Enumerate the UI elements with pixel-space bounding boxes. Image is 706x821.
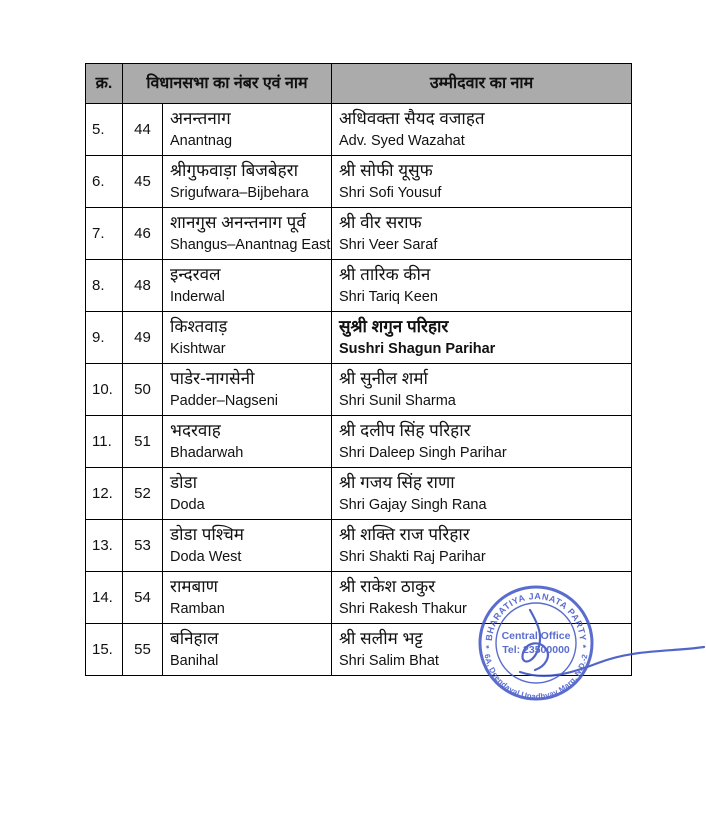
candidate-name-english: Shri Daleep Singh Parihar bbox=[339, 445, 507, 461]
table-row bbox=[86, 260, 632, 312]
constituency-name-hindi: पाडेर-नागसेनी bbox=[170, 369, 255, 388]
serial-no: 5. bbox=[86, 104, 123, 156]
table-header-row bbox=[86, 64, 632, 104]
constituency-name bbox=[163, 364, 332, 416]
constituency-name bbox=[163, 520, 332, 572]
table-row bbox=[86, 208, 632, 260]
constituency-name-hindi: इन्दरवल bbox=[170, 265, 221, 284]
candidate-name bbox=[332, 416, 632, 468]
constituency-name bbox=[163, 260, 332, 312]
candidate-name bbox=[332, 104, 632, 156]
constituency-name bbox=[163, 572, 332, 624]
table-row bbox=[86, 468, 632, 520]
constituency-number: 52 bbox=[123, 468, 163, 520]
constituency-number: 54 bbox=[123, 572, 163, 624]
constituency-name bbox=[163, 468, 332, 520]
serial-no: 8. bbox=[86, 260, 123, 312]
candidate-name-hindi: श्री गजय सिंह राणा bbox=[339, 473, 455, 492]
constituency-name-hindi: डोडा bbox=[170, 473, 197, 492]
candidate-name bbox=[332, 312, 632, 364]
serial-no: 7. bbox=[86, 208, 123, 260]
constituency-name-hindi: अनन्तनाग bbox=[170, 109, 231, 128]
candidate-name-hindi: श्री सलीम भट्ट bbox=[339, 629, 423, 648]
constituency-name-english: Bhadarwah bbox=[170, 445, 244, 461]
serial-no: 14. bbox=[86, 572, 123, 624]
constituency-name bbox=[163, 416, 332, 468]
serial-no: 9. bbox=[86, 312, 123, 364]
constituency-name-hindi: किश्तवाड़ bbox=[170, 317, 228, 336]
constituency-name-english: Kishtwar bbox=[170, 341, 226, 357]
stamp-arc-text-bottom: 6A, Deendayal Upadhyay Marg, N.D.-2 bbox=[482, 653, 590, 702]
constituency-name-english: Ramban bbox=[170, 601, 225, 617]
constituency-name bbox=[163, 624, 332, 676]
constituency-name-english: Anantnag bbox=[170, 133, 233, 149]
candidate-name-english: Shri Sofi Yousuf bbox=[339, 185, 442, 201]
table-row bbox=[86, 104, 632, 156]
serial-no: 11. bbox=[86, 416, 123, 468]
constituency-number: 53 bbox=[123, 520, 163, 572]
constituency-name-english: Doda bbox=[170, 497, 205, 513]
candidate-name-hindi: श्री वीर सराफ bbox=[339, 213, 422, 232]
candidate-name bbox=[332, 156, 632, 208]
constituency-number: 50 bbox=[123, 364, 163, 416]
candidate-name bbox=[332, 520, 632, 572]
table-row-highlighted bbox=[86, 312, 632, 364]
constituency-name-hindi: रामबाण bbox=[170, 577, 218, 596]
constituency-name-hindi: डोडा पश्चिम bbox=[170, 525, 244, 544]
table-row bbox=[86, 416, 632, 468]
serial-no: 12. bbox=[86, 468, 123, 520]
serial-no: 10. bbox=[86, 364, 123, 416]
candidate-name bbox=[332, 208, 632, 260]
stamp-center-line1: Central Office bbox=[501, 630, 571, 642]
constituency-number: 48 bbox=[123, 260, 163, 312]
constituency-name-hindi: भदरवाह bbox=[170, 421, 221, 440]
constituency-number: 46 bbox=[123, 208, 163, 260]
stamp-center-line2: Tel: 23500000 bbox=[502, 644, 570, 656]
constituency-number: 55 bbox=[123, 624, 163, 676]
serial-no: 6. bbox=[86, 156, 123, 208]
candidate-name-english: Shri Gajay Singh Rana bbox=[339, 497, 487, 513]
constituency-name bbox=[163, 208, 332, 260]
table-row bbox=[86, 572, 632, 624]
candidate-name bbox=[332, 624, 632, 676]
candidate-name bbox=[332, 364, 632, 416]
candidate-table bbox=[85, 63, 632, 676]
constituency-name-hindi: श्रीगुफवाड़ा बिजबेहरा bbox=[170, 161, 299, 180]
constituency-number: 44 bbox=[123, 104, 163, 156]
constituency-number: 51 bbox=[123, 416, 163, 468]
candidate-name-hindi: सुश्री शगुन परिहार bbox=[339, 317, 449, 336]
table-row bbox=[86, 624, 632, 676]
table-row bbox=[86, 156, 632, 208]
candidate-name-english: Adv. Syed Wazahat bbox=[339, 133, 465, 149]
constituency-number: 45 bbox=[123, 156, 163, 208]
header-constituency: विधानसभा का नंबर एवं नाम bbox=[123, 64, 332, 104]
candidate-name-english: Sushri Shagun Parihar bbox=[339, 341, 496, 357]
candidate-name-english: Shri Tariq Keen bbox=[339, 289, 438, 305]
constituency-name-hindi: शानगुस अनन्तनाग पूर्व bbox=[170, 213, 306, 232]
serial-no: 13. bbox=[86, 520, 123, 572]
constituency-name bbox=[163, 156, 332, 208]
constituency-name-english: Banihal bbox=[170, 653, 219, 669]
candidate-name-hindi: श्री शक्ति राज परिहार bbox=[339, 525, 470, 544]
candidate-name-hindi: श्री सुनील शर्मा bbox=[339, 369, 428, 388]
constituency-name-english: Inderwal bbox=[170, 289, 225, 305]
candidate-name-hindi: श्री राकेश ठाकुर bbox=[339, 577, 436, 596]
candidate-name-english: Shri Shakti Raj Parihar bbox=[339, 549, 486, 565]
constituency-name bbox=[163, 104, 332, 156]
constituency-name-english: Shangus–Anantnag East bbox=[170, 237, 331, 253]
header-serial: क्र. bbox=[86, 64, 123, 104]
constituency-name bbox=[163, 312, 332, 364]
candidate-name-english: Shri Rakesh Thakur bbox=[339, 601, 467, 617]
constituency-number: 49 bbox=[123, 312, 163, 364]
candidate-name-hindi: श्री तारिक कीन bbox=[339, 265, 431, 284]
constituency-name-hindi: बनिहाल bbox=[170, 629, 219, 648]
header-candidate: उम्मीदवार का नाम bbox=[332, 64, 632, 104]
constituency-name-english: Srigufwara–Bijbehara bbox=[170, 185, 309, 201]
table-row bbox=[86, 520, 632, 572]
candidate-name bbox=[332, 260, 632, 312]
table-row bbox=[86, 364, 632, 416]
candidate-name-hindi: अधिवक्ता सैयद वजाहत bbox=[339, 109, 485, 128]
candidate-name-english: Shri Veer Saraf bbox=[339, 237, 438, 253]
candidate-name-hindi: श्री सोफी यूसुफ bbox=[339, 161, 433, 180]
constituency-name-english: Padder–Nagseni bbox=[170, 393, 279, 409]
stamp-arc-text-top: * BHARATIYA JANATA PARTY * bbox=[483, 591, 589, 649]
candidate-name bbox=[332, 572, 632, 624]
candidate-name-english: Shri Salim Bhat bbox=[339, 653, 439, 669]
candidate-name bbox=[332, 468, 632, 520]
constituency-name-english: Doda West bbox=[170, 549, 242, 565]
serial-no: 15. bbox=[86, 624, 123, 676]
candidate-name-english: Shri Sunil Sharma bbox=[339, 393, 456, 409]
candidate-name-hindi: श्री दलीप सिंह परिहार bbox=[339, 421, 471, 440]
